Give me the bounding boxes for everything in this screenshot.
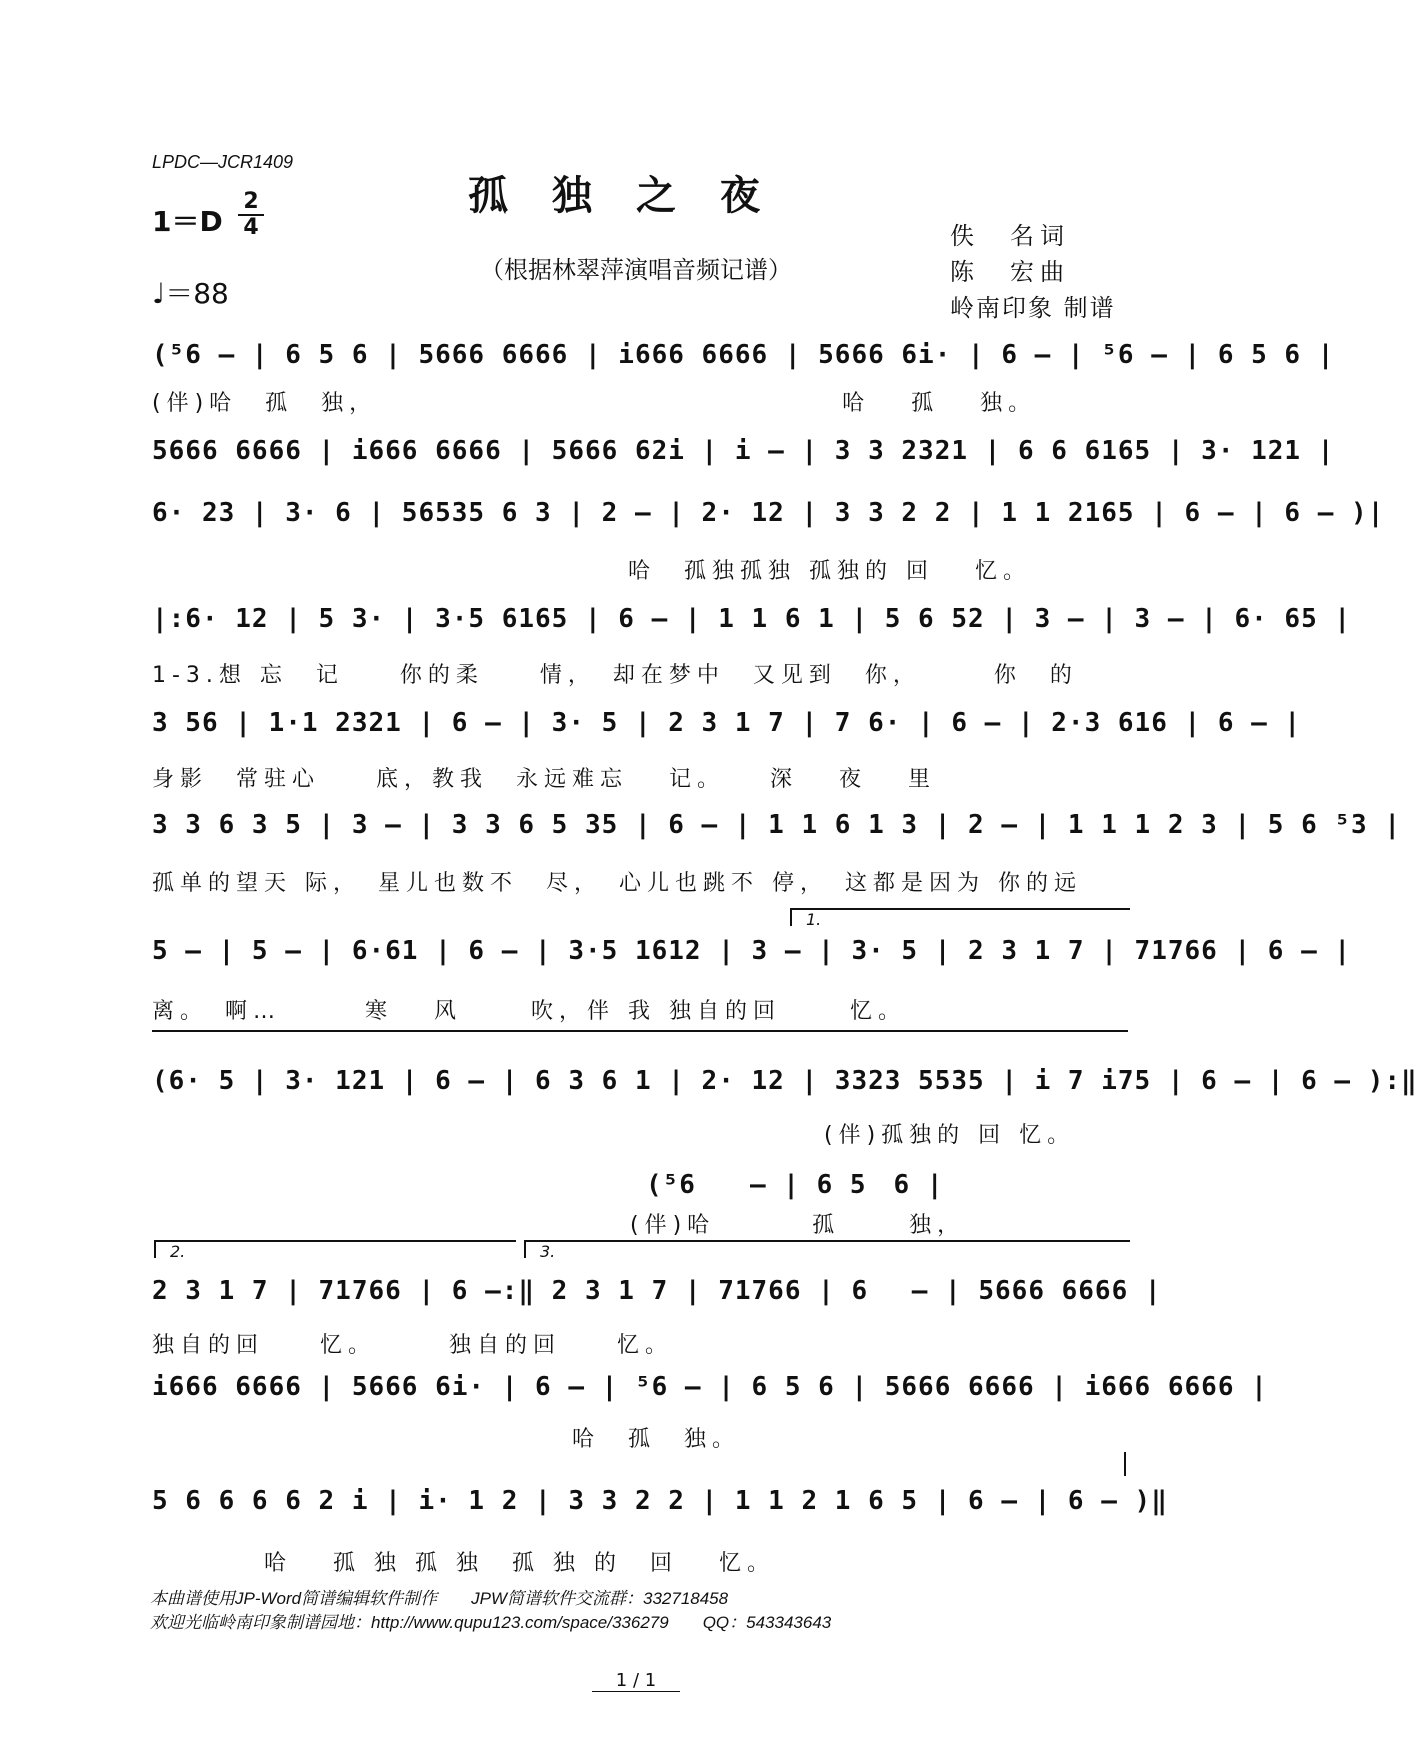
notation-line: 6· 23 | 3· 6 | 56535 6 3 | 2 – | 2· 12 | 3 3 2 2 | 1 1 2165 | 6 – | 6 – )| [152, 498, 1385, 528]
footer-line-1: 本曲谱使用JP-Word简谱编辑软件制作 JPW简谱软件交流群：332718458 [150, 1589, 729, 1608]
notation-line: 5 – | 5 – | 6·61 | 6 – | 3·5 1612 | 3 – | 3· 5 | 2 3 1 7 | 71766 | 6 – | [152, 936, 1352, 966]
notation-line: 5 6 6 6 6 2 i | i· 1 2 | 3 3 2 2 | 1 1 2 1 6 5 | 6 – | 6 – )‖ [152, 1486, 1168, 1516]
staff-row [152, 810, 1401, 850]
volta-third-ending [524, 1240, 1130, 1261]
volta-first-ending [790, 908, 1130, 929]
notation-line: |:6· 12 | 5 3· | 3·5 6165 | 6 – | 1 1 6 1 | 5 6 52 | 3 – | 3 – | 6· 65 | [152, 604, 1352, 634]
key-signature: 1＝D [152, 205, 223, 238]
volta-second-ending [154, 1240, 516, 1261]
lyric-line: (伴)哈 孤 独， [630, 1213, 966, 1238]
staff-row [152, 1066, 1418, 1106]
notation-line: 2 3 1 7 | 71766 | 6 –:‖ 2 3 1 7 | 71766 | 6 – | 5666 6666 | [152, 1276, 1162, 1306]
staff-row [646, 1164, 946, 1204]
staff-row [152, 498, 1385, 538]
staff-row [152, 708, 1302, 748]
staff-row [152, 340, 1335, 380]
staff-row [152, 436, 1335, 476]
notation-line: (⁵6 – | 6 5 6 | 5666 6666 | i666 6666 | 5666 6i· | 6 – | ⁵6 – | 6 5 6 | [152, 340, 1335, 370]
time-signature [238, 190, 264, 240]
page-number [0, 1670, 1272, 1691]
lyric-line: (伴)哈 孤 独， 哈 孤 独。 [152, 391, 1037, 416]
song-subtitle: （根据林翠萍演唱音频记谱） [480, 256, 792, 284]
lyric-line: 哈 孤 独。 [152, 1427, 741, 1452]
staff-row [152, 1270, 1162, 1310]
staff-row [152, 604, 1352, 644]
arranger-credit: 岭南印象 制谱 [950, 294, 1116, 322]
composer-credit: 陈 宏曲 [950, 258, 1070, 286]
lyric-line: 哈 孤 独 孤 独 孤 独 的 回 忆。 [152, 1551, 775, 1576]
notation-line: 3 56 | 1·1 2321 | 6 – | 3· 5 | 2 3 1 7 | 7 6· | 6 – | 2·3 616 | 6 – | [152, 708, 1302, 738]
lyric-line: 身影 常驻心 底，教我 永远难忘 记。 深 夜 里 [152, 767, 936, 792]
tempo-mark: ♩＝88 [152, 277, 229, 310]
notation-line: 5666 6666 | i666 6666 | 5666 62i | i – | 3 3 2321 | 6 6 6165 | 3· 121 | [152, 436, 1335, 466]
song-title: 孤独之夜 [468, 172, 804, 219]
end-marker [1124, 1452, 1126, 1476]
lyric-line: 离。 啊… 寒 风 吹，伴 我 独自的回 忆。 [152, 999, 906, 1024]
staff-row [152, 1372, 1268, 1412]
volta-label: 2. [170, 1242, 186, 1261]
time-signature-top: 2 [238, 190, 264, 216]
lyric-line: 孤单的望天 际， 星儿也数不 尽， 心儿也跳不 停， 这都是因为 你的远 [152, 871, 1082, 896]
page-number-text: 1 / 1 [592, 1670, 680, 1692]
section-divider [152, 1030, 1128, 1032]
volta-label: 3. [540, 1242, 556, 1261]
lyric-line: 独自的回 忆。 独自的回 忆。 [152, 1333, 674, 1358]
volta-label: 1. [806, 910, 822, 929]
score-code: LPDC—JCR1409 [152, 152, 294, 172]
lyricist-credit: 佚 名词 [950, 222, 1070, 250]
lyric-line: 1-3.想 忘 记 你的柔 情， 却在梦中 又见到 你， 你 的 [152, 663, 1078, 688]
notation-line: (⁵6 – | 6 5 6 | [646, 1170, 944, 1200]
footer-line-2: 欢迎光临岭南印象制谱园地：http://www.qupu123.com/space/336279 QQ：543343643 [150, 1613, 832, 1632]
notation-line: (6· 5 | 3· 121 | 6 – | 6 3 6 1 | 2· 12 | 3323 5535 | i 7 i75 | 6 – | 6 – ):‖ [152, 1066, 1418, 1096]
notation-line: i666 6666 | 5666 6i· | 6 – | ⁵6 – | 6 5 6 | 5666 6666 | i666 6666 | [152, 1372, 1268, 1402]
lyric-line: 哈 孤独孤独 孤独的 回 忆。 [152, 559, 1031, 584]
time-signature-bottom: 4 [243, 215, 259, 240]
staff-row [152, 1486, 1168, 1526]
notation-line: 3 3 6 3 5 | 3 – | 3 3 6 5 35 | 6 – | 1 1 6 1 3 | 2 – | 1 1 1 2 3 | 5 6 ⁵3 | [152, 810, 1401, 840]
lyric-line: (伴)孤独的 回 忆。 [152, 1123, 1076, 1148]
staff-row [152, 936, 1352, 976]
